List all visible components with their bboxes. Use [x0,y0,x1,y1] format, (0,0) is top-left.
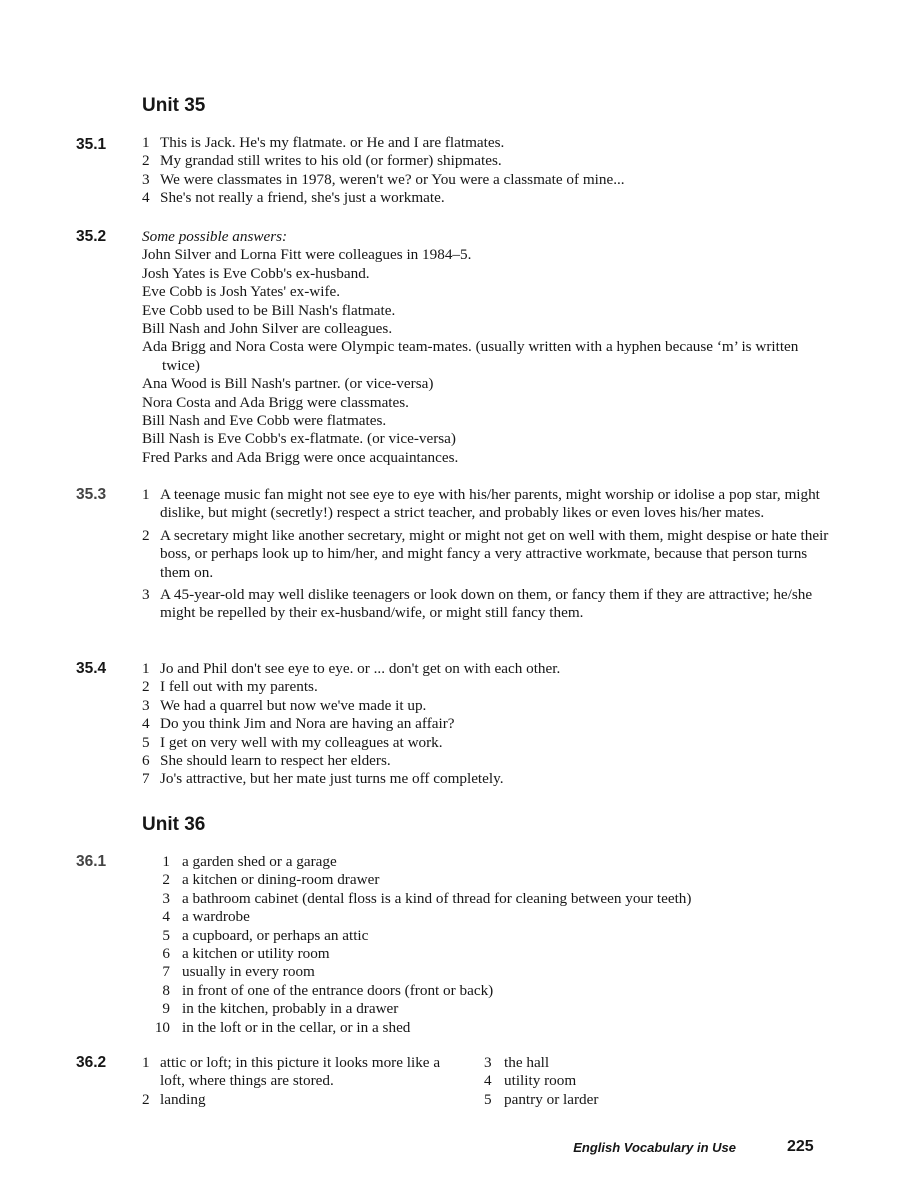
answer-item: 4 a wardrobe [162,908,250,926]
answer-item: 5 pantry or larder [484,1090,599,1108]
answer-item: 4 She's not really a friend, she's just a workmate. [142,189,445,207]
answer-line: John Silver and Lorna Fitt were colleagues in 1984–5. [142,246,472,264]
answer-item: 2 My grandad still writes to his old (or former) shipmates. [142,152,502,170]
unit-36-title: Unit 36 [142,814,206,835]
answer-line: Bill Nash and John Silver are colleagues. [142,320,393,338]
answer-item: 3 A 45-year-old may well dislike teenagers or look down on them, or fancy them if they are attractive; he/she might be repelled by their ex-husband/wife, or might still fancy them. [142,586,813,622]
answer-line: Josh Yates is Eve Cobb's ex-husband. [142,264,370,282]
answer-item: 3 a bathroom cabinet (dental floss is a kind of thread for cleaning between your teeth) [162,889,692,907]
exercise-label-36-2: 36.2 [76,1054,107,1071]
answer-item: 1 A teenage music fan might not see eye to eye with his/her parents, might worship or idolise a pop star, might dislike, but might (secretly!) respect a strict teacher, and probably likes or even loves his/her mates. [142,486,820,522]
answer-item: 2 a kitchen or dining-room drawer [162,871,380,889]
answer-item: 3 We had a quarrel but now we've made it up. [142,696,427,714]
exercise-35-4-answers [142,660,832,789]
answer-item: 2 A secretary might like another secretary, might or might not get on well with them, might despise or hate their boss, or perhaps look up to him/her, and might fancy a very attractive workmate, because that person turns them on. [142,526,829,581]
answer-item: 9 in the kitchen, probably in a drawer [162,1000,399,1018]
answer-line: Eve Cobb is Josh Yates' ex-wife. [142,283,341,301]
exercise-label-35-3: 35.3 [76,486,107,503]
answer-item: 6 She should learn to respect her elders. [142,752,391,770]
answer-item: 5 I get on very well with my colleagues at work. [142,733,443,751]
answer-line: Eve Cobb used to be Bill Nash's flatmate. [142,301,396,319]
answer-line: Bill Nash and Eve Cobb were flatmates. [142,412,387,430]
answer-item: 10 in the loft or in the cellar, or in a shed [154,1018,411,1036]
answer-item: 1 attic or loft; in this picture it looks more like a loft, where things are stored. [142,1054,441,1090]
exercise-label-35-1: 35.1 [76,136,107,153]
answer-item: 4 utility room [484,1072,577,1090]
exercise-36-2-left-column [142,1054,447,1109]
answer-item: 2 I fell out with my parents. [142,678,318,696]
answer-line: Ana Wood is Bill Nash's partner. (or vice-versa) [142,375,434,393]
answer-item: 1 Jo and Phil don't see eye to eye. or ... don't get on with each other. [142,660,561,677]
unit-35-title: Unit 35 [142,95,206,116]
answer-line: Nora Costa and Ada Brigg were classmates. [142,393,409,411]
answer-item: 1 This is Jack. He's my flatmate. or He and I are flatmates. [142,134,505,151]
answer-item: 8 in front of one of the entrance doors (front or back) [162,981,494,999]
footer-book-title: English Vocabulary in Use [573,1140,736,1155]
answer-item: 3 We were classmates in 1978, weren't we? or You were a classmate of mine... [142,170,625,188]
answers-intro: Some possible answers: [142,228,288,245]
answer-item: 3 the hall [484,1054,550,1071]
exercise-35-2-answers [142,228,832,467]
answer-item: 4 Do you think Jim and Nora are having an affair? [142,715,455,733]
exercise-35-1-answers [142,134,832,208]
exercise-label-35-2: 35.2 [76,228,107,245]
answer-line: Bill Nash is Eve Cobb's ex-flatmate. (or vice-versa) [142,430,456,448]
footer-page-number: 225 [787,1138,814,1155]
exercise-label-36-1: 36.1 [76,853,107,870]
answer-item: 7 usually in every room [162,963,315,981]
answer-item: 7 Jo's attractive, but her mate just turns me off completely. [142,770,504,788]
answer-line: Ada Brigg and Nora Costa were Olympic team-mates. (usually written with a hyphen because ‘m’ is written twice) [142,338,799,374]
exercise-label-35-4: 35.4 [76,660,107,677]
exercise-35-3-answers [142,486,832,627]
exercise-36-1-answers [140,853,830,1037]
answer-item: 2 landing [142,1090,206,1108]
exercise-36-2-right-column [484,1054,724,1109]
answer-item: 1 a garden shed or a garage [162,853,337,870]
answer-item: 5 a cupboard, or perhaps an attic [162,926,369,944]
answer-line: Fred Parks and Ada Brigg were once acquaintances. [142,448,459,466]
answer-item: 6 a kitchen or utility room [162,945,330,963]
